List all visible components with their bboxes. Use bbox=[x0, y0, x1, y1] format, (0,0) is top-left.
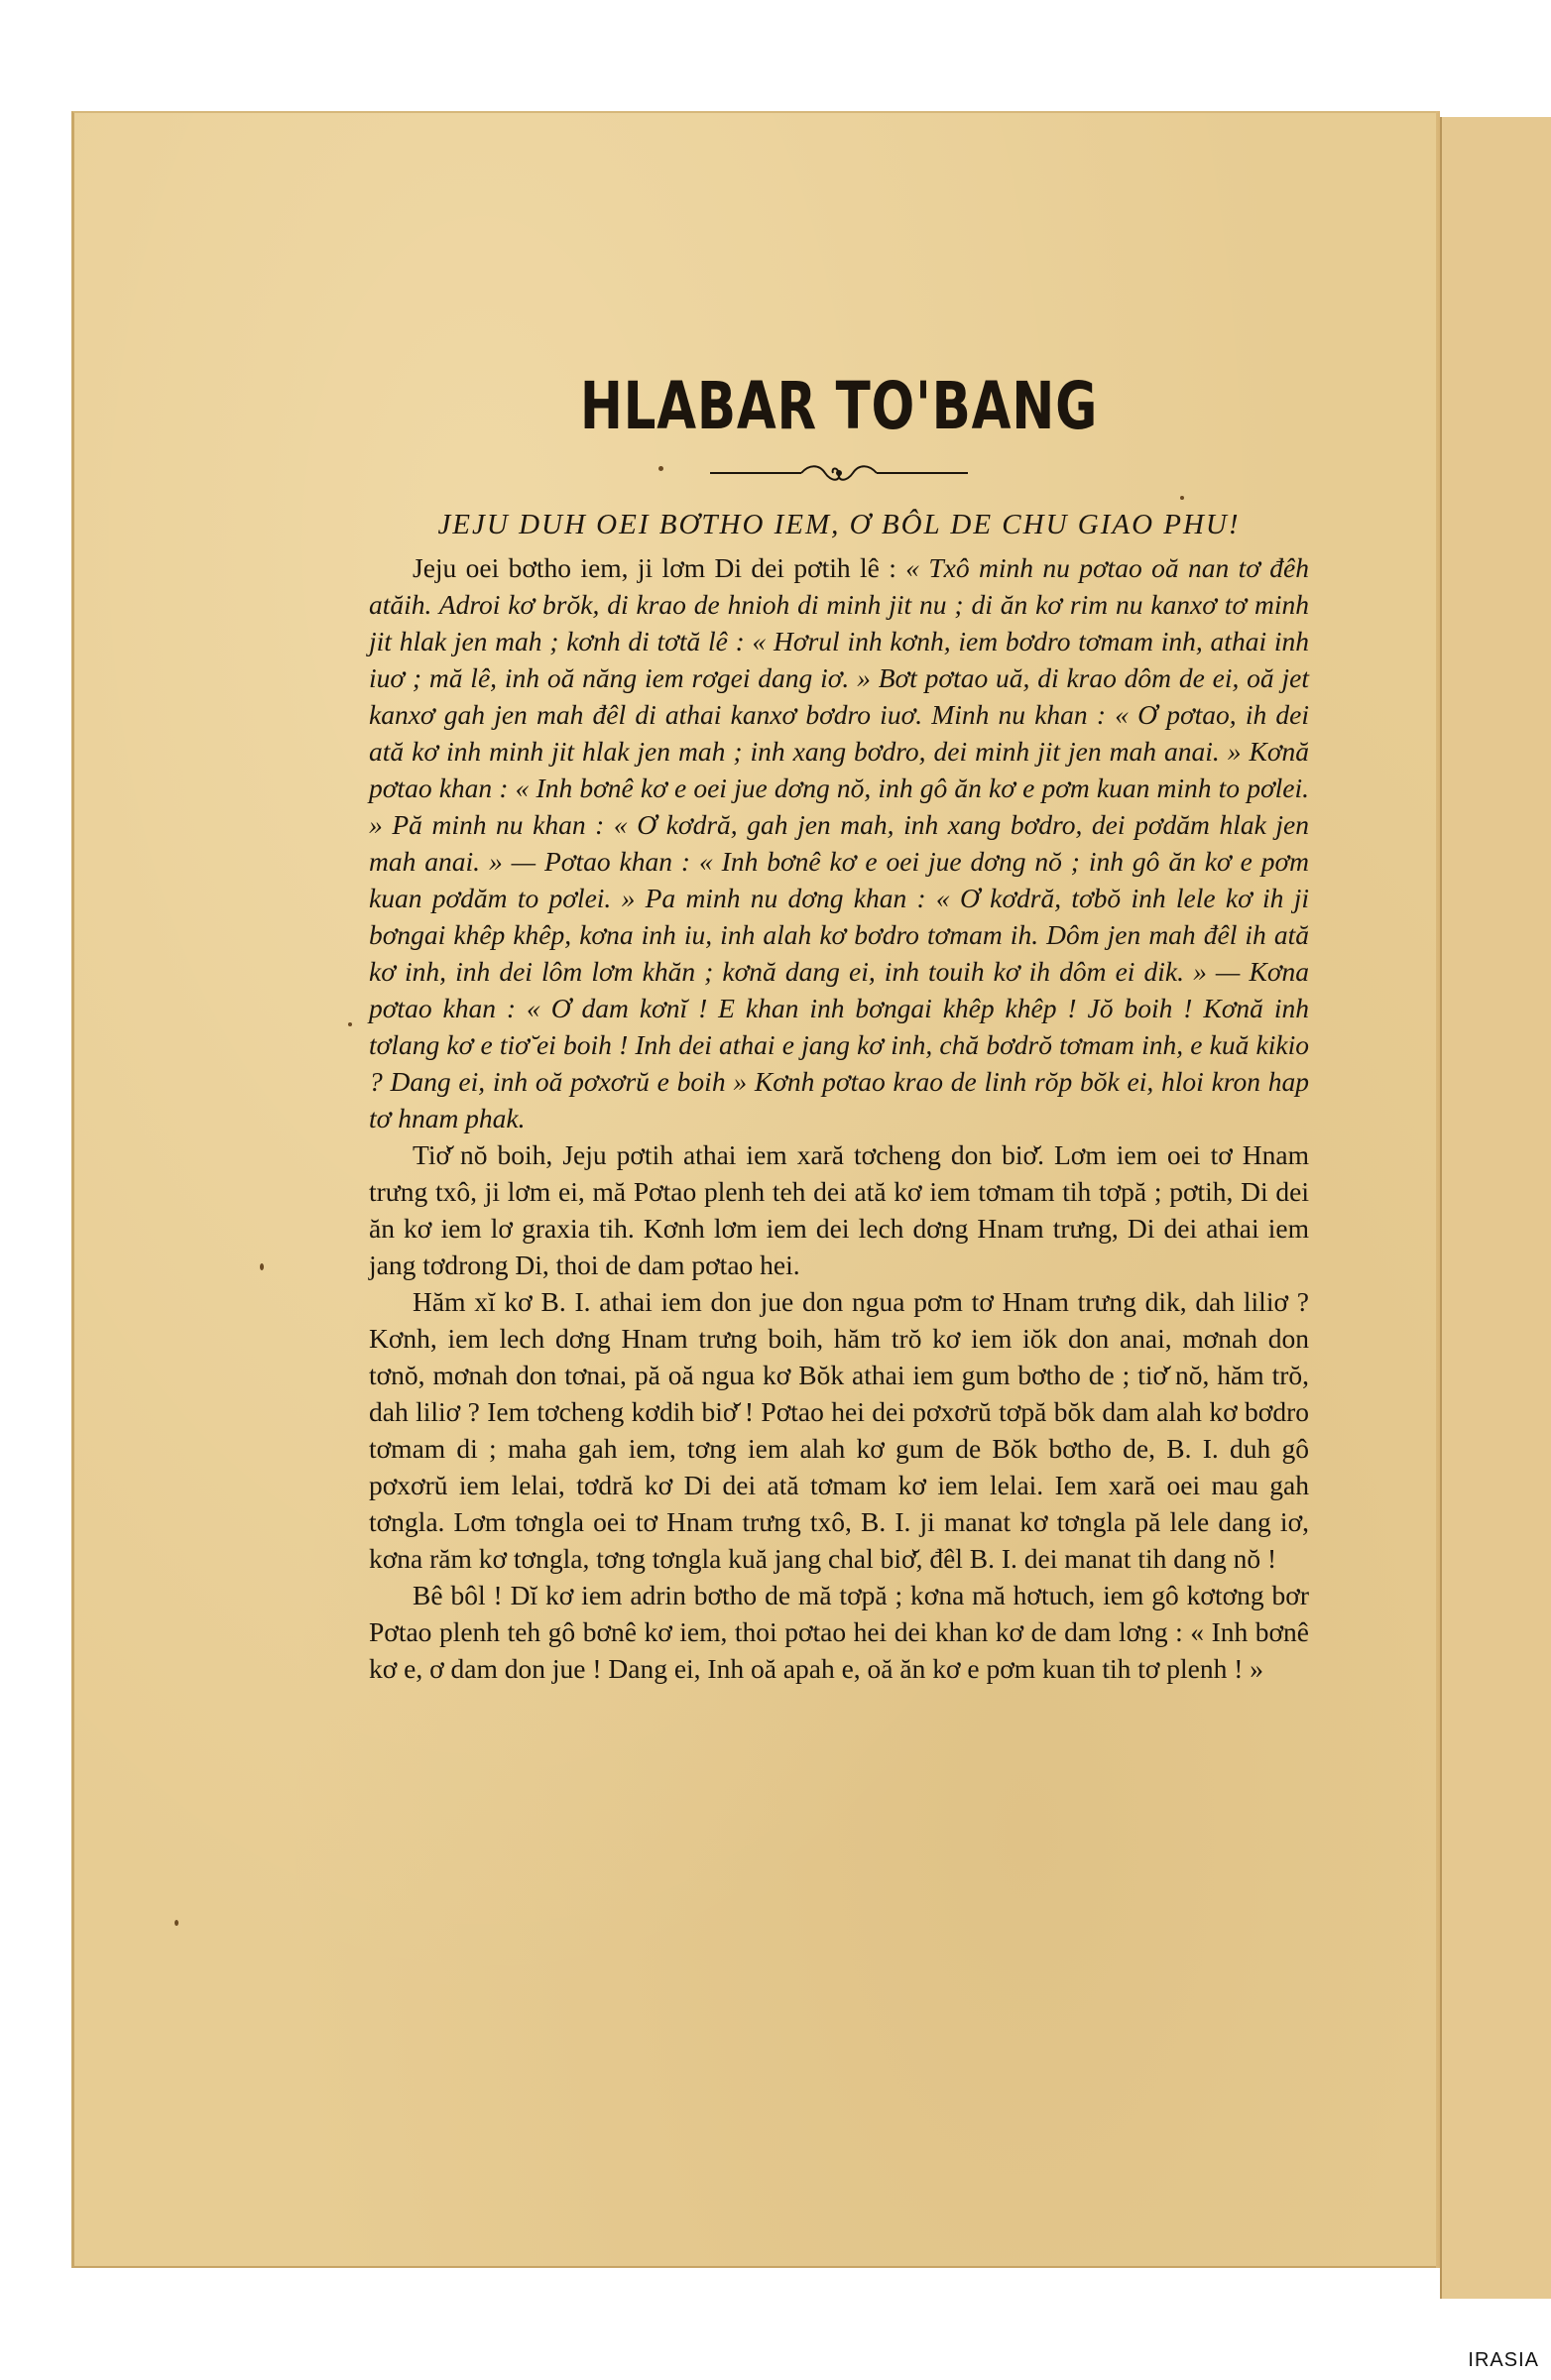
adjacent-page bbox=[1440, 117, 1551, 2299]
paper-speck bbox=[175, 1920, 179, 1926]
paper-speck bbox=[348, 1022, 352, 1026]
watermark-label: IRASIA bbox=[1468, 2349, 1539, 2371]
document-content bbox=[369, 365, 1309, 1687]
paragraph-2: Tiơ̆ nŏ boih, Jeju pơtih athai iem xară tơcheng don biơ̆. Lơm iem oei tơ Hnam trưng txô, ji lơm ei, mă Pơtao plenh teh dei ată kơ iem tơmam tih tơpă ; pơtih, Di dei ăn kơ iem lơ graxia tih. Kơnh lơm iem dei lech dơng Hnam trưng, Di dei athai iem jang tơdrong Di, thoi de dam pơtao hei. bbox=[369, 1139, 1309, 1280]
ornament-divider-icon bbox=[710, 462, 968, 484]
paragraph-1-lead: Jeju oei bơtho iem, ji lơm Di dei pơtih lê : bbox=[413, 552, 906, 583]
paragraph-3: Hăm xĭ kơ B. I. athai iem don jue don ngua pơm tơ Hnam trưng dik, dah liliơ ? Kơnh, iem lech dơng Hnam trưng boih, hăm trŏ kơ iem iŏk don anai, mơnah don tơnŏ, mơnah don tơnai, pă oă ngua kơ Bŏk athai iem gum bơtho de ; tiơ̆ nŏ, hăm trŏ, dah liliơ ? Iem tơcheng kơdih biơ̆ ! Pơtao hei dei pơxơrŭ tơpă bŏk dam alah kơ bơdro tơmam di ; maha gah iem, tơng iem alah kơ gum de Bŏk bơtho de, B. I. duh gô pơxơrŭ iem lelai, tơdră kơ Di dei ată tơmam kơ iem lelai. Iem xară oei mau gah tơngla. Lơm tơngla oei tơ Hnam trưng txô, B. I. ji manat kơ tơngla pă lele dang iơ, kơna răm kơ tơngla, tơng tơngla kuă jang chal biơ̆, đêl B. I. dei manat tih dang nŏ ! bbox=[369, 1286, 1309, 1574]
page-title: HLABAR TO'BANG bbox=[579, 368, 1099, 444]
paragraph-1 bbox=[369, 549, 1309, 1136]
paper-speck bbox=[260, 1263, 264, 1270]
paper-speck bbox=[1180, 496, 1184, 500]
paper-speck bbox=[658, 466, 663, 471]
paragraph-4: Bê bôl ! Dĭ kơ iem adrin bơtho de mă tơpă ; kơna mă hơtuch, iem gô kơtơng bơr Pơtao plenh teh gô bơnê kơ iem, thoi pơtao hei dei khan kơ de dam lơng : « Inh bơnê kơ e, ơ dam don jue ! Dang ei, Inh oă apah e, oă ăn kơ e pơm kuan tih tơ plenh ! » bbox=[369, 1580, 1309, 1684]
paragraph-1-parable: « Txô minh nu pơtao oă nan tơ đêh atăih. Adroi kơ brŏk, di krao de hnioh di minh jit nu ; di ăn kơ rim nu kanxơ tơ minh jit hlak jen mah ; kơnh di tơtă lê : « Hơrul inh kơnh, iem bơdro tơmam inh, athai inh iuơ ; mă lê, inh oă năng iem rơgei dang iơ. » Bơt pơtao uă, di krao dôm de ei, oă jet kanxơ gah jen mah đêl di athai kanxơ bơdro iuơ. Minh nu khan : « Ơ pơtao, ih dei ată kơ inh minh jit hlak jen mah ; inh xang bơdro, dei minh jit jen mah anai. » Kơnă pơtao khan : « Inh bơnê kơ e oei jue dơng nŏ, inh gô ăn kơ e pơm kuan minh to pơlei. » Pă minh nu khan : « Ơ kơdră, gah jen mah, inh xang bơdro, dei pơdăm hlak jen mah anai. » — Pơtao khan : « Inh bơnê kơ e oei jue dơng nŏ ; inh gô ăn kơ e pơm kuan pơdăm to pơlei. » Pa minh nu dơng khan : « Ơ kơdră, tơbŏ inh lele kơ ih ji bơngai khêp khêp, kơna inh iu, inh alah kơ bơdro tơmam ih. Dôm jen mah đêl ih ată kơ inh, inh dei lôm lơm khăn ; kơnă dang ei, inh touih kơ ih dôm ei dik. » — Kơna pơtao khan : « Ơ dam kơnĭ ! E khan inh bơngai khêp khêp ! Jŏ boih ! Kơnă inh tơlang kơ e tiơ̆ ei boih ! Inh dei athai e jang kơ inh, chă bơdrŏ tơmam inh, e kuă kikio ? Dang ei, inh oă pơxơrŭ e boih » Kơnh pơtao krao de linh rŏp bŏk ei, hloi kron hap tơ hnam phak. bbox=[369, 552, 1310, 1133]
subtitle: JEJU DUH OEI BƠTHO IEM, Ơ BÔL DE CHU GIAO PHU! bbox=[437, 509, 1241, 540]
